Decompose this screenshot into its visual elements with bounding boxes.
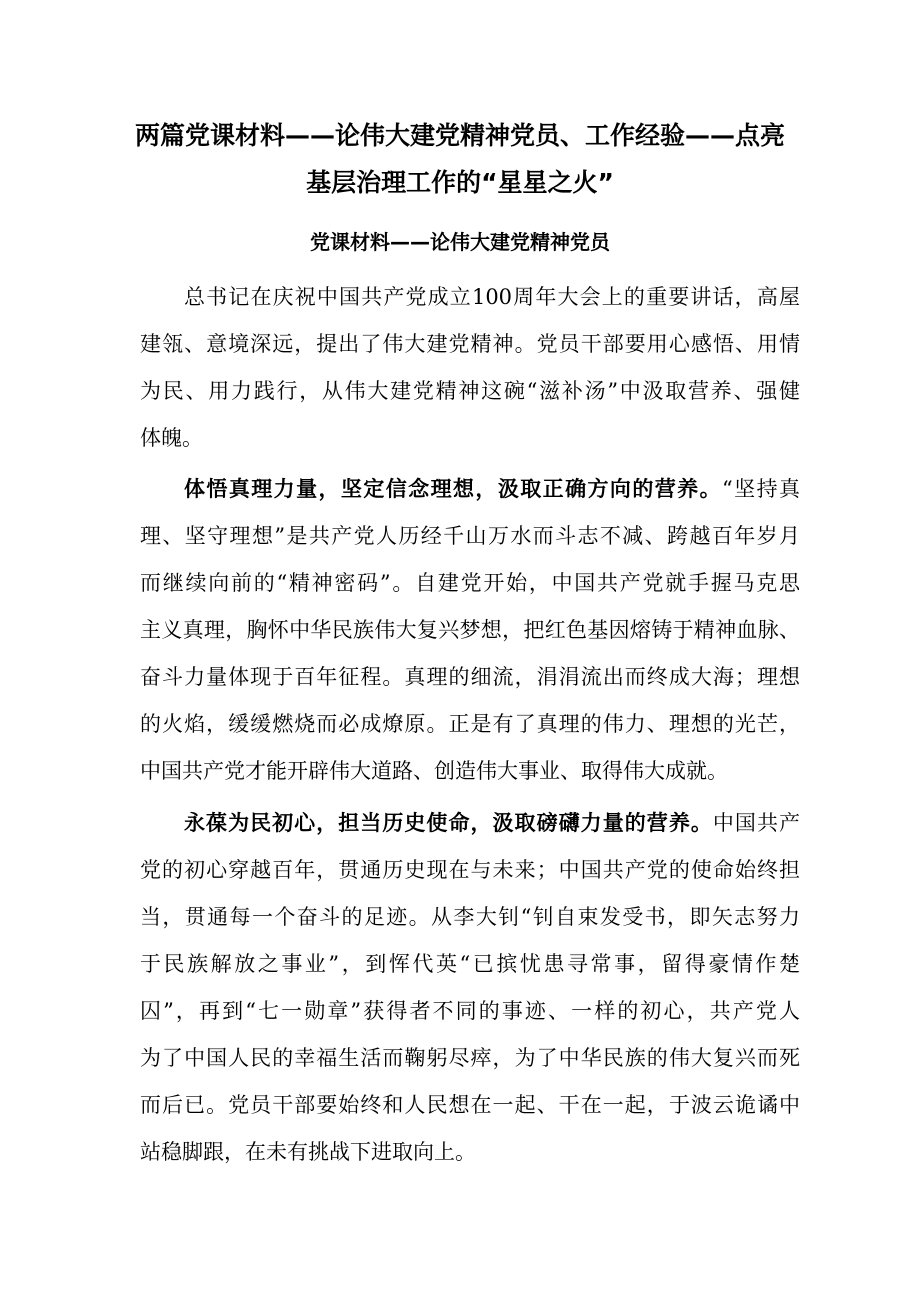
paragraph-line: 体魄。: [140, 426, 203, 450]
paragraph-line: 于民族解放之事业”，到恽代英“已摈忧患寻常事，留得豪情作楚: [140, 952, 800, 976]
section-heading: 党课材料——论伟大建党精神党员: [310, 230, 610, 254]
paragraph-2: [140, 466, 800, 795]
paragraph-line: 的火焰，缓缓燃烧而必成燎原。正是有了真理的伟力、理想的光芒，: [140, 712, 800, 736]
paragraph-line: 主义真理，胸怀中华民族伟大复兴梦想，把红色基因熔铸于精神血脉、: [140, 618, 800, 642]
paragraph-line: 而继续向前的“精神密码”。自建党开始，中国共产党就手握马克思: [140, 571, 800, 595]
paragraph-line: 理、坚守理想”是共产党人历经千山万水而斗志不减、跨越百年岁月: [140, 524, 800, 548]
paragraph-line: 建瓴、意境深远，提出了伟大建党精神。党员干部要用心感悟、用情: [140, 332, 800, 356]
paragraph-line: 总书记在庆祝中国共产党成立100周年大会上的重要讲话，高屋: [184, 285, 800, 309]
paragraph-line: 为民、用力践行，从伟大建党精神这碗“滋补汤”中汲取营养、强健: [140, 379, 800, 403]
paragraph-line: 奋斗力量体现于百年征程。真理的细流，涓涓流出而终成大海；理想: [140, 665, 800, 689]
paragraph-line: 而后已。党员干部要始终和人民想在一起、干在一起，于波云诡谲中: [140, 1093, 800, 1117]
paragraph-3: [140, 800, 800, 1176]
paragraph-line: 当，贯通每一个奋斗的足迹。从李大钊“钊自束发受书，即矢志努力: [140, 905, 800, 929]
paragraph-line: 站稳脚跟，在未有挑战下进取向上。: [140, 1140, 476, 1164]
paragraph-lead-line: [140, 466, 800, 513]
paragraph-1: [140, 274, 800, 462]
paragraph-line: 党的初心穿越百年，贯通历史现在与未来；中国共产党的使命始终担: [140, 858, 800, 882]
paragraph-lead: 体悟真理力量，坚定信念理想，汲取正确方向的营养。: [184, 477, 722, 501]
paragraph-line: 囚”，再到“七一勋章”获得者不同的事迹、一样的初心，共产党人: [140, 999, 800, 1023]
paragraph-lead-tail: 中国共产: [712, 811, 801, 835]
document-title-line-1: 两篇党课材料——论伟大建党精神党员、工作经验——点亮: [134, 121, 785, 150]
paragraph-lead-line: [140, 800, 800, 847]
paragraph-lead-tail: “坚持真: [722, 477, 800, 501]
paragraph-lead: 永葆为民初心，担当历史使命，汲取磅礴力量的营养。: [184, 811, 713, 835]
paragraph-line: 中国共产党才能开辟伟大道路、创造伟大事业、取得伟大成就。: [140, 759, 728, 783]
document-title-line-2: 基层治理工作的“星星之火”: [306, 168, 614, 197]
paragraph-line: 为了中国人民的幸福生活而鞠躬尽瘁，为了中华民族的伟大复兴而死: [140, 1046, 800, 1070]
